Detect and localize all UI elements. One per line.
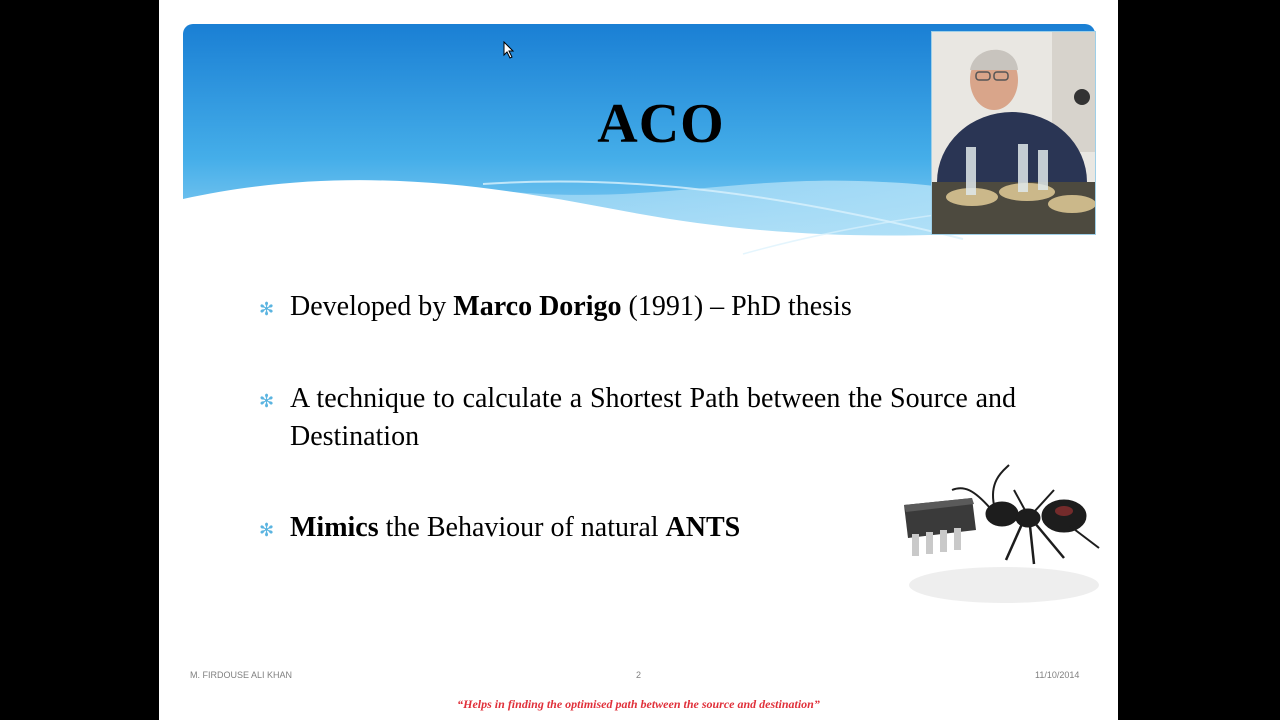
ant-with-chip-illustration (894, 460, 1109, 610)
bullet-text: A technique to calculate a Shortest Path between the Source and Destination (290, 383, 1016, 452)
footer-date: 11/10/2014 (1035, 670, 1080, 680)
footer-slide-number: 2 (636, 670, 642, 680)
slide-title: ACO (597, 93, 725, 155)
asterisk-bullet-icon: ✻ (259, 520, 275, 540)
slide (159, 0, 1118, 720)
bullet-text: Mimics the Behaviour of natural ANTS (290, 512, 741, 543)
asterisk-bullet-icon: ✻ (259, 391, 275, 411)
presenter-photo (931, 31, 1096, 235)
mouse-pointer-icon (503, 41, 515, 64)
asterisk-bullet-icon: ✻ (259, 299, 275, 319)
bullet-text: Developed by Marco Dorigo (1991) – PhD thesis (290, 291, 852, 322)
footer-author: M. FIRDOUSE ALI KHAN (190, 670, 293, 680)
slide-tagline: “Helps in finding the optimised path between the source and destination” (457, 697, 820, 711)
